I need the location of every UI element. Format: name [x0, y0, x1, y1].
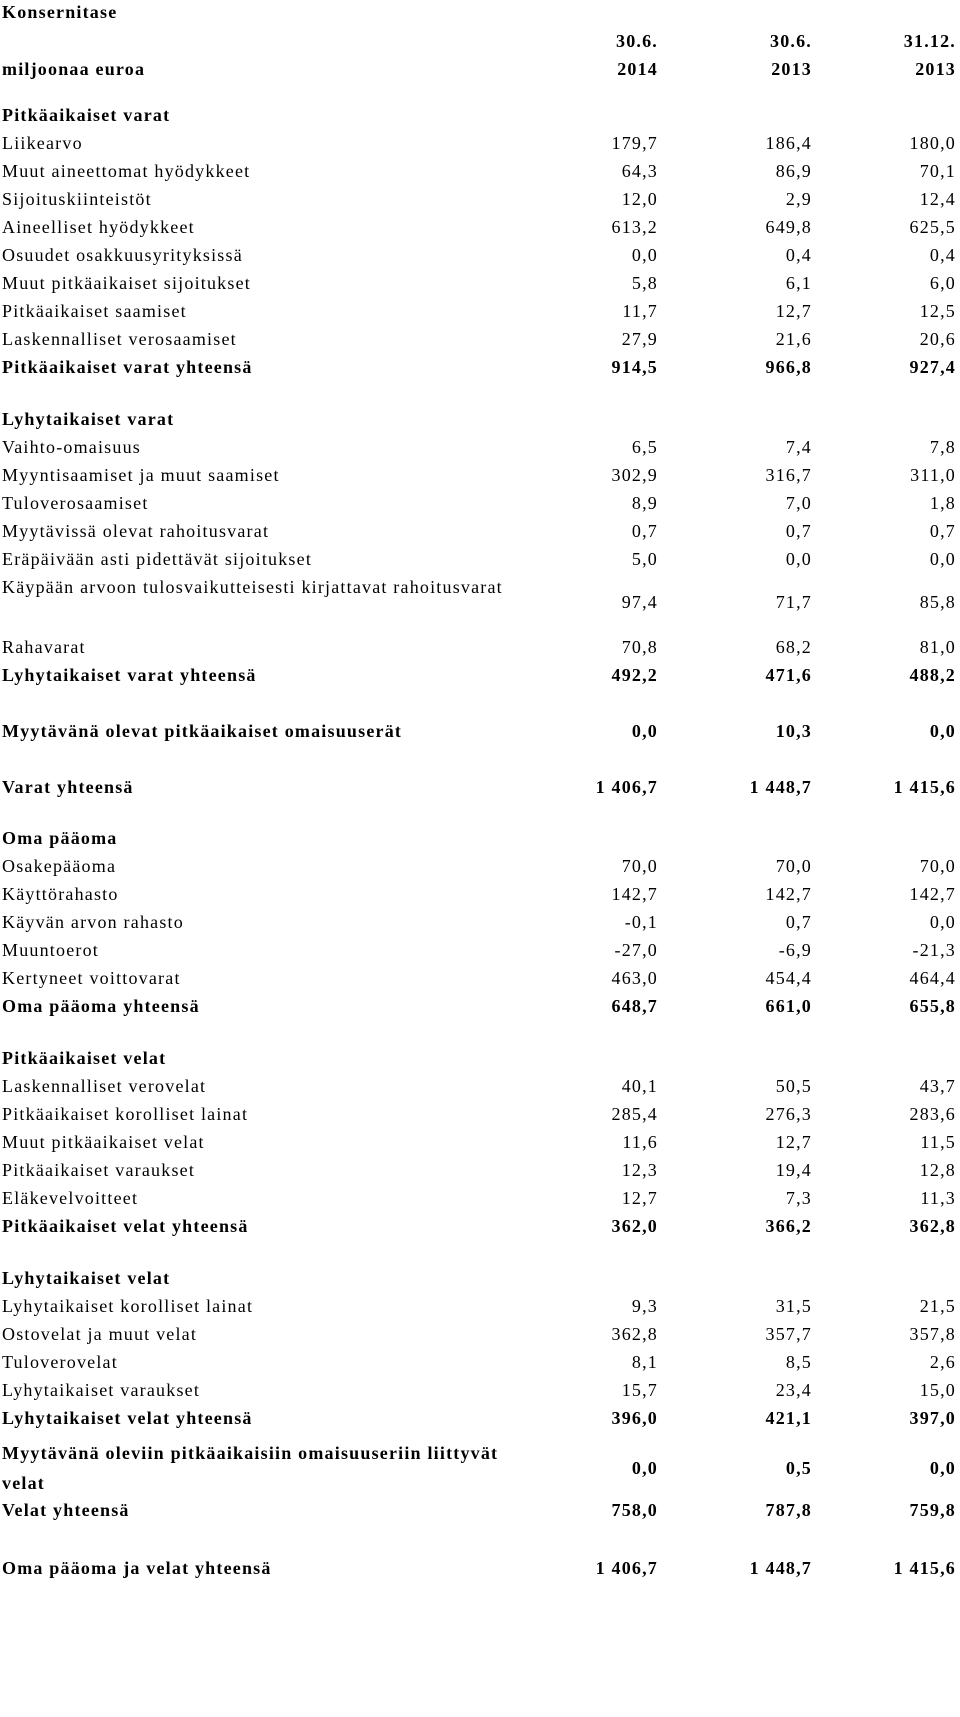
value-col-3: 1,8: [929, 493, 956, 513]
document-title: [0, 0, 960, 27]
row-label: Myytävänä oleviin pitkäaikaisiin omaisuuseriin liittyvät velat: [2, 1443, 499, 1493]
value-col-1: 5,0: [631, 549, 658, 569]
table-row: [0, 879, 960, 909]
row-label: Rahavarat: [2, 637, 86, 657]
table-row: [0, 963, 960, 993]
value-col-3: 12,5: [919, 301, 956, 321]
total-row: [0, 1495, 960, 1525]
total-row: [0, 716, 960, 746]
value-col-2: 6,1: [785, 273, 812, 293]
row-label: Myytävissä olevat rahoitusvarat: [2, 521, 270, 541]
value-col-2: 661,0: [765, 996, 812, 1016]
row-label: Lyhytaikaiset velat yhteensä: [2, 1408, 253, 1428]
value-col-3: 85,8: [919, 592, 956, 612]
value-col-2: 0,0: [785, 549, 812, 569]
value-col-3: 927,4: [909, 357, 956, 377]
value-col-3: 0,0: [929, 912, 956, 932]
section-heading: [0, 1263, 960, 1293]
value-col-1: 0,0: [631, 1458, 658, 1478]
total-row: [0, 991, 960, 1021]
value-col-1: 0,7: [631, 521, 658, 541]
table-row: [0, 1347, 960, 1377]
value-col-2: 12,7: [775, 1132, 812, 1152]
value-col-2: 0,7: [785, 912, 812, 932]
row-label: Oma pääoma yhteensä: [2, 996, 200, 1016]
table-row: [0, 184, 960, 214]
table-row: [0, 851, 960, 881]
value-col-3: 488,2: [909, 665, 956, 685]
row-label: Lyhytaikaiset velat: [2, 1268, 171, 1288]
value-col-1: 70,8: [621, 637, 658, 657]
value-col-3: 70,1: [919, 161, 956, 181]
value-col-3: 21,5: [919, 1296, 956, 1316]
col2-year: 2013: [771, 59, 812, 79]
value-col-1: 463,0: [611, 968, 658, 988]
row-label: Myytävänä olevat pitkäaikaiset omaisuuserät: [2, 721, 403, 741]
value-col-3: 759,8: [909, 1500, 956, 1520]
value-col-1: 396,0: [611, 1408, 658, 1428]
value-col-2: 2,9: [785, 189, 812, 209]
value-col-2: 0,5: [785, 1458, 812, 1478]
section-heading: [0, 823, 960, 853]
table-row: [0, 268, 960, 298]
value-col-2: 649,8: [765, 217, 812, 237]
table-row: [0, 128, 960, 158]
table-row: [0, 460, 960, 490]
value-col-2: 787,8: [765, 1500, 812, 1520]
row-label: Kertyneet voittovarat: [2, 968, 181, 988]
value-col-1: 12,7: [621, 1188, 658, 1208]
value-col-2: 71,7: [775, 592, 812, 612]
value-col-2: 7,4: [785, 437, 812, 457]
value-col-1: 8,9: [631, 493, 658, 513]
value-col-2: 10,3: [775, 721, 812, 741]
value-col-1: 1 406,7: [595, 1558, 658, 1578]
value-col-3: 283,6: [909, 1104, 956, 1124]
row-label: Käyvän arvon rahasto: [2, 912, 184, 932]
row-label: Pitkäaikaiset korolliset lainat: [2, 1104, 249, 1124]
total-row: [0, 660, 960, 690]
value-col-1: 0,0: [631, 245, 658, 265]
value-col-2: 366,2: [765, 1216, 812, 1236]
value-col-3: 464,4: [909, 968, 956, 988]
table-row: [0, 240, 960, 270]
row-label: Laskennalliset verosaamiset: [2, 329, 237, 349]
table-row: [0, 1319, 960, 1349]
value-col-3: 15,0: [919, 1380, 956, 1400]
col1-year: 2014: [617, 59, 658, 79]
row-label: Eläkevelvoitteet: [2, 1188, 139, 1208]
value-col-3: 397,0: [909, 1408, 956, 1428]
row-label: Osuudet osakkuusyrityksissä: [2, 245, 243, 265]
value-col-1: 492,2: [611, 665, 658, 685]
table-row: [0, 1071, 960, 1101]
row-label: Pitkäaikaiset varat: [2, 105, 171, 125]
col1-date: 30.6.: [616, 31, 658, 51]
value-col-1: -0,1: [624, 912, 658, 932]
row-label: Tuloverosaamiset: [2, 493, 149, 513]
row-label: Osakepääoma: [2, 856, 117, 876]
value-col-2: 357,7: [765, 1324, 812, 1344]
value-col-2: 68,2: [775, 637, 812, 657]
total-row: [0, 772, 960, 802]
value-col-1: 64,3: [621, 161, 658, 181]
row-label: Sijoituskiinteistöt: [2, 189, 152, 209]
table-row: [0, 1183, 960, 1213]
value-col-2: 86,9: [775, 161, 812, 181]
value-col-2: 142,7: [765, 884, 812, 904]
value-col-3: 362,8: [909, 1216, 956, 1236]
row-label: Oma pääoma: [2, 828, 118, 848]
value-col-1: 8,1: [631, 1352, 658, 1372]
value-col-1: 12,0: [621, 189, 658, 209]
value-col-3: 625,5: [909, 217, 956, 237]
value-col-3: 12,4: [919, 189, 956, 209]
value-col-2: 186,4: [765, 133, 812, 153]
total-row: [0, 1403, 960, 1433]
value-col-3: 7,8: [929, 437, 956, 457]
value-col-1: 648,7: [611, 996, 658, 1016]
table-row: [0, 544, 960, 574]
table-row: [0, 212, 960, 242]
value-col-3: 20,6: [919, 329, 956, 349]
value-col-2: 23,4: [775, 1380, 812, 1400]
row-label: Oma pääoma ja velat yhteensä: [2, 1558, 272, 1578]
row-label: Vaihto-omaisuus: [2, 437, 141, 457]
value-col-2: 12,7: [775, 301, 812, 321]
value-col-3: 0,0: [929, 549, 956, 569]
value-col-2: 0,7: [785, 521, 812, 541]
row-label: Lyhytaikaiset varat yhteensä: [2, 665, 257, 685]
value-col-2: 0,4: [785, 245, 812, 265]
value-col-2: 471,6: [765, 665, 812, 685]
value-col-2: 276,3: [765, 1104, 812, 1124]
value-col-1: 613,2: [611, 217, 658, 237]
row-label: Eräpäivään asti pidettävät sijoitukset: [2, 549, 313, 569]
row-label: Lyhytaikaiset varat: [2, 409, 175, 429]
row-label: Pitkäaikaiset velat yhteensä: [2, 1216, 249, 1236]
value-col-3: 11,3: [920, 1188, 956, 1208]
value-col-3: 311,0: [910, 465, 956, 485]
value-col-1: 27,9: [621, 329, 658, 349]
value-col-2: 8,5: [785, 1352, 812, 1372]
value-col-2: 7,0: [785, 493, 812, 513]
value-col-1: 97,4: [621, 592, 658, 612]
table-row: [0, 516, 960, 546]
value-col-3: -21,3: [912, 940, 956, 960]
total-row: [0, 1553, 960, 1583]
row-label: Muuntoerot: [2, 940, 99, 960]
value-col-1: -27,0: [614, 940, 658, 960]
table-row: [0, 1375, 960, 1405]
value-col-2: 1 448,7: [749, 777, 812, 797]
value-col-2: 50,5: [775, 1076, 812, 1096]
row-label: Pitkäaikaiset velat: [2, 1048, 167, 1068]
value-col-2: 31,5: [775, 1296, 812, 1316]
column-date-row: [0, 26, 960, 56]
value-col-3: 180,0: [909, 133, 956, 153]
row-label: Lyhytaikaiset korolliset lainat: [2, 1296, 254, 1316]
value-col-2: 966,8: [765, 357, 812, 377]
value-col-1: 6,5: [631, 437, 658, 457]
table-row: [0, 935, 960, 965]
value-col-3: 11,5: [920, 1132, 956, 1152]
table-row: [0, 1291, 960, 1321]
row-label: Käypään arvoon tulosvaikutteisesti kirjattavat rahoitusvarat: [2, 577, 503, 597]
total-row: [0, 1438, 960, 1498]
table-row: [0, 632, 960, 662]
value-col-2: 19,4: [775, 1160, 812, 1180]
value-col-3: 0,0: [929, 1458, 956, 1478]
value-col-1: 362,8: [611, 1324, 658, 1344]
row-label: Muut pitkäaikaiset sijoitukset: [2, 273, 251, 293]
value-col-3: 0,7: [929, 521, 956, 541]
row-label: Liikearvo: [2, 133, 83, 153]
row-label: Muut aineettomat hyödykkeet: [2, 161, 251, 181]
table-row: [0, 488, 960, 518]
value-col-3: 6,0: [929, 273, 956, 293]
value-col-1: 285,4: [611, 1104, 658, 1124]
row-label: Pitkäaikaiset varaukset: [2, 1160, 196, 1180]
value-col-2: 21,6: [775, 329, 812, 349]
value-col-1: 914,5: [611, 357, 658, 377]
total-row: [0, 1211, 960, 1241]
table-row: [0, 1155, 960, 1185]
value-col-3: 357,8: [909, 1324, 956, 1344]
row-label: Pitkäaikaiset saamiset: [2, 301, 187, 321]
total-row: [0, 352, 960, 382]
column-year-row: [0, 54, 960, 84]
value-col-2: -6,9: [778, 940, 812, 960]
value-col-3: 12,8: [919, 1160, 956, 1180]
row-label: Myyntisaamiset ja muut saamiset: [2, 465, 280, 485]
value-col-1: 0,0: [631, 721, 658, 741]
table-row: [0, 1127, 960, 1157]
table-row: [0, 296, 960, 326]
value-col-1: 1 406,7: [595, 777, 658, 797]
title-text: Konsernitase: [2, 2, 118, 22]
col3-year: 2013: [915, 59, 956, 79]
value-col-1: 12,3: [621, 1160, 658, 1180]
value-col-3: 43,7: [919, 1076, 956, 1096]
value-col-3: 1 415,6: [893, 777, 956, 797]
table-row: [0, 156, 960, 186]
row-label: Velat yhteensä: [2, 1500, 130, 1520]
value-col-1: 302,9: [611, 465, 658, 485]
unit-label: miljoonaa euroa: [2, 59, 146, 79]
value-col-2: 1 448,7: [749, 1558, 812, 1578]
col2-date: 30.6.: [770, 31, 812, 51]
row-label: Muut pitkäaikaiset velat: [2, 1132, 205, 1152]
value-col-2: 316,7: [765, 465, 812, 485]
row-label: Ostovelat ja muut velat: [2, 1324, 198, 1344]
value-col-3: 142,7: [909, 884, 956, 904]
value-col-1: 142,7: [611, 884, 658, 904]
value-col-3: 70,0: [919, 856, 956, 876]
value-col-1: 15,7: [621, 1380, 658, 1400]
table-row: [0, 572, 960, 632]
value-col-3: 0,4: [929, 245, 956, 265]
value-col-1: 758,0: [611, 1500, 658, 1520]
row-label: Tuloverovelat: [2, 1352, 118, 1372]
value-col-1: 11,7: [622, 301, 658, 321]
value-col-1: 5,8: [631, 273, 658, 293]
value-col-3: 655,8: [909, 996, 956, 1016]
value-col-1: 9,3: [631, 1296, 658, 1316]
row-label: Varat yhteensä: [2, 777, 134, 797]
col3-date: 31.12.: [903, 31, 956, 51]
row-label: Laskennalliset verovelat: [2, 1076, 207, 1096]
value-col-1: 11,6: [622, 1132, 658, 1152]
value-col-2: 7,3: [785, 1188, 812, 1208]
value-col-3: 0,0: [929, 721, 956, 741]
value-col-3: 2,6: [929, 1352, 956, 1372]
value-col-1: 179,7: [611, 133, 658, 153]
value-col-2: 454,4: [765, 968, 812, 988]
row-label: Käyttörahasto: [2, 884, 119, 904]
table-row: [0, 907, 960, 937]
section-heading: [0, 100, 960, 130]
section-heading: [0, 1043, 960, 1073]
row-label: Lyhytaikaiset varaukset: [2, 1380, 201, 1400]
value-col-1: 40,1: [621, 1076, 658, 1096]
value-col-2: 70,0: [775, 856, 812, 876]
row-label: Pitkäaikaiset varat yhteensä: [2, 357, 253, 377]
value-col-1: 70,0: [621, 856, 658, 876]
value-col-3: 81,0: [919, 637, 956, 657]
table-row: [0, 324, 960, 354]
value-col-1: 362,0: [611, 1216, 658, 1236]
value-col-2: 421,1: [765, 1408, 812, 1428]
row-label: Aineelliset hyödykkeet: [2, 217, 195, 237]
table-row: [0, 432, 960, 462]
table-row: [0, 1099, 960, 1129]
value-col-3: 1 415,6: [893, 1558, 956, 1578]
section-heading: [0, 404, 960, 434]
